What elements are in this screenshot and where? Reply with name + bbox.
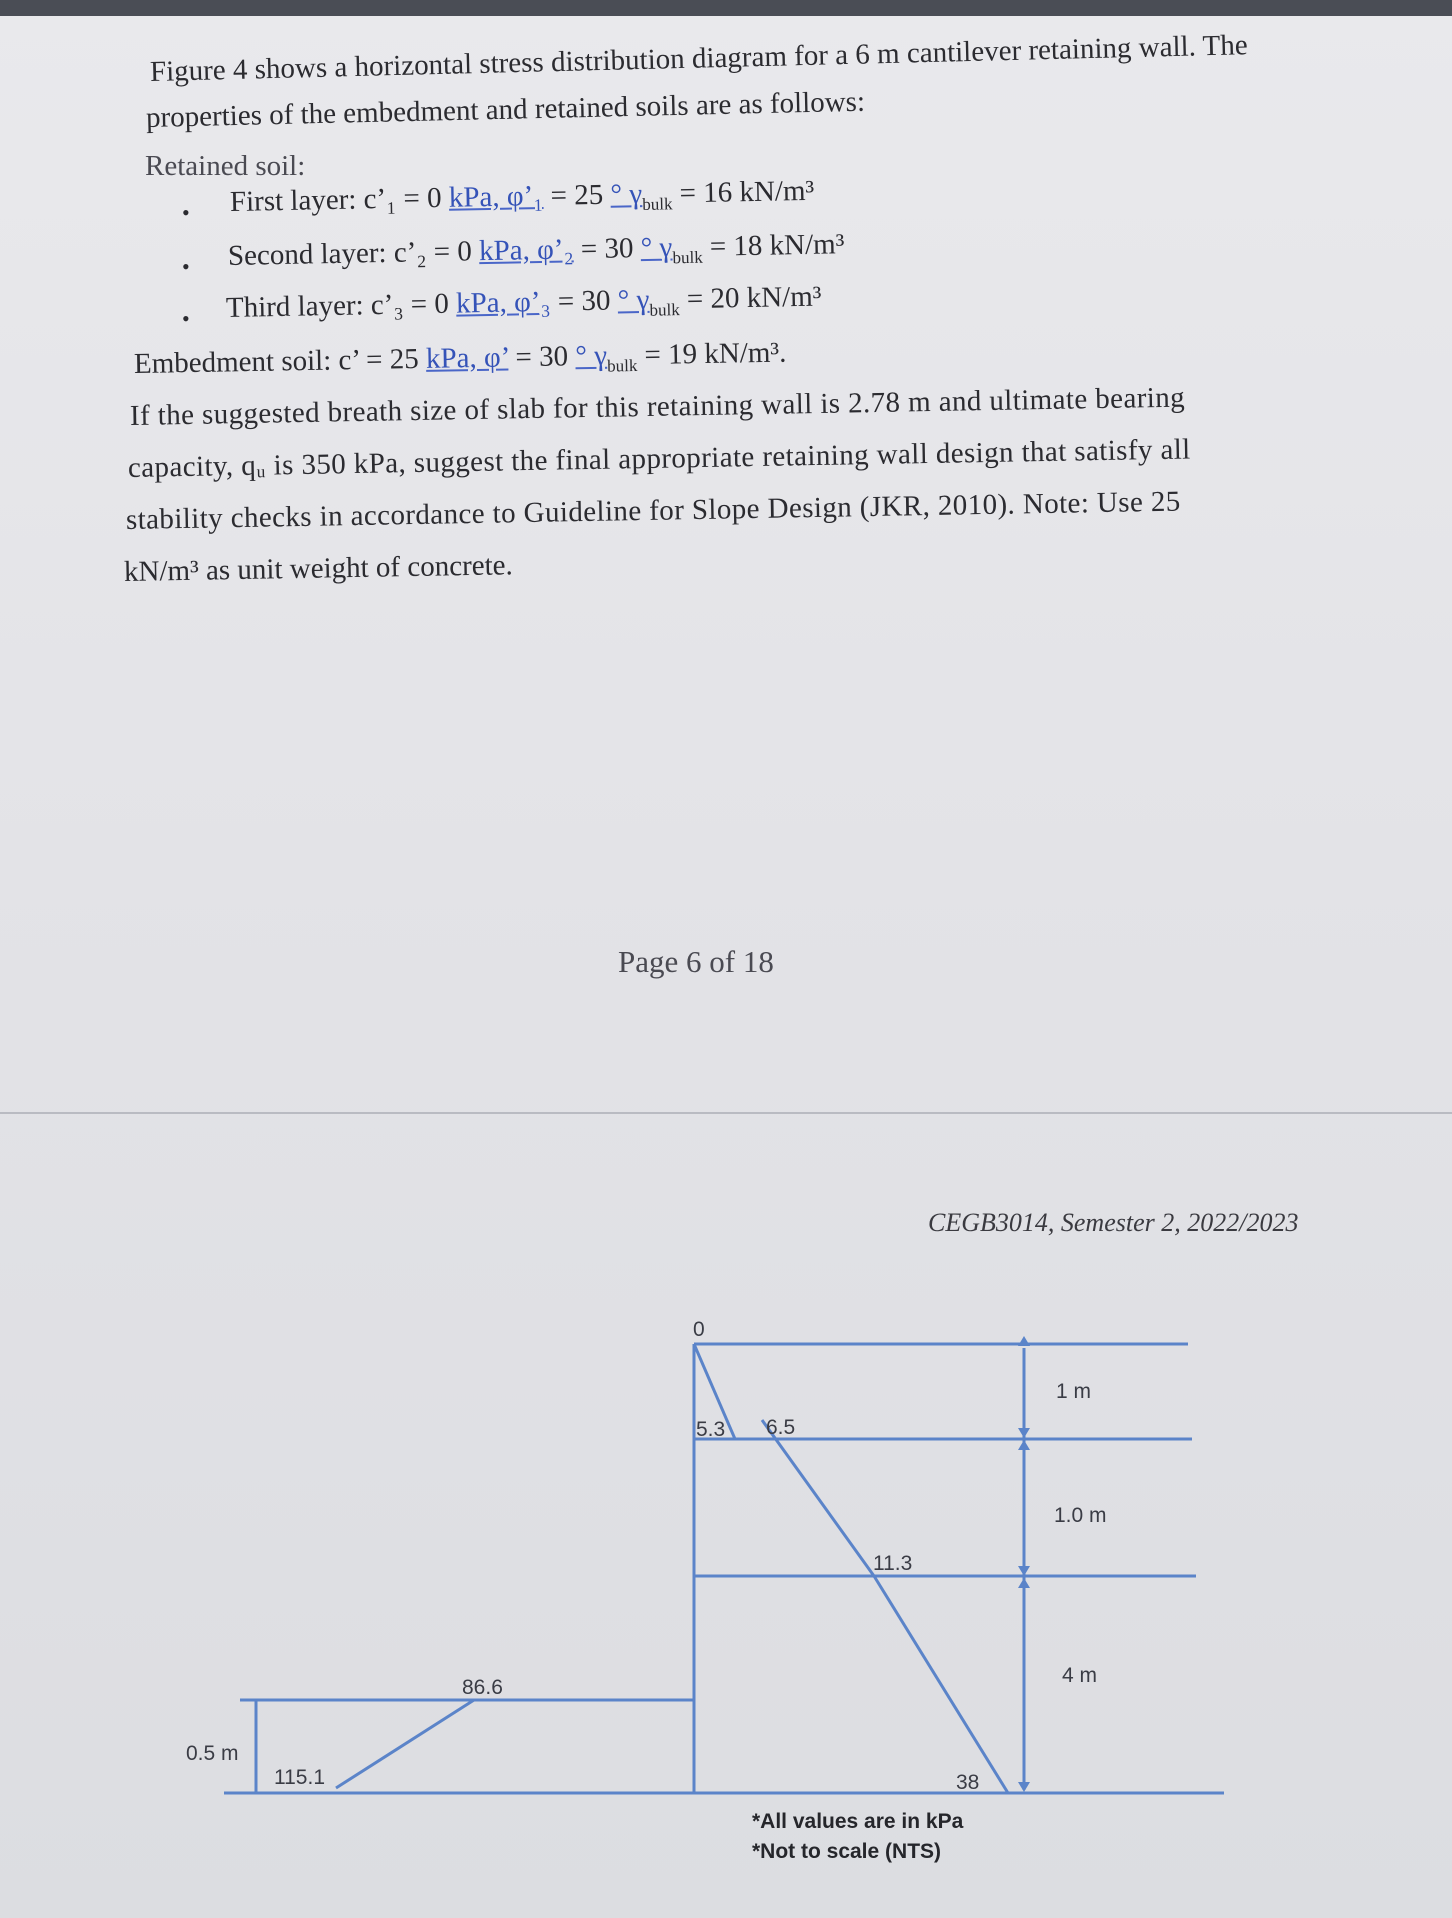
active-pressure-layer-2 <box>762 1420 874 1576</box>
active-pressure-layer-3 <box>874 1576 1008 1793</box>
arrow-head-icon <box>1018 1782 1030 1792</box>
arrow-head-icon <box>1018 1336 1030 1346</box>
arrow-head-icon <box>1018 1440 1030 1450</box>
layer-2-line: Second layer: c’₂ = 0 kPa, φ’₂ = 30 ° $\gamma_{bulk} = 18$ kN/m³ <box>227 228 845 272</box>
label-1m: 1 m <box>1056 1380 1092 1403</box>
page-number: Page 6 of 18 <box>618 944 774 979</box>
note-nts: *Not to scale (NTS) <box>752 1840 942 1863</box>
label-1-0m: 1.0 m <box>1054 1504 1107 1527</box>
layer-1-line: First layer: c’₁ = 0 kPa, φ’₁ = 25 ° $\gamma_{bulk} = 16$ kN/m³ <box>229 174 815 218</box>
bullet-dot: • <box>182 200 190 225</box>
retained-heading: Retained soil: <box>145 150 306 182</box>
label-4m: 4 m <box>1062 1664 1098 1687</box>
passive-pressure-line <box>336 1700 474 1788</box>
question-line-4: kN/m³ as unit weight of concrete. <box>123 549 514 588</box>
question-line-2: capacity, qᵤ is 350 kPa, suggest the final appropriate retaining wall design that satisfy all <box>127 433 1191 484</box>
question-line-1: If the suggested breath size of slab for this retaining wall is 2.78 m and ultimate bearing <box>129 381 1186 432</box>
arrow-head-icon <box>1018 1428 1030 1438</box>
question-line-3: stability checks in accordance to Guideline for Slope Design (JKR, 2010). Note: Use 25 <box>125 485 1181 536</box>
bullet-dot: • <box>182 306 190 331</box>
embedment-line: Embedment soil: c’ = 25 kPa, φ’ = 30 ° $\gamma_{bulk} = 19$ kN/m³. <box>133 336 787 380</box>
label-115-1: 115.1 <box>274 1766 325 1789</box>
bullet-dot: • <box>182 254 190 279</box>
label-86-6: 86.6 <box>462 1676 503 1699</box>
label-zero: 0 <box>693 1318 705 1341</box>
note-units: *All values are in kPa <box>752 1810 964 1833</box>
label-11-3: 11.3 <box>873 1552 913 1575</box>
intro-line-1: Figure 4 shows a horizontal stress distribution diagram for a 6 m cantilever retaining wall. The <box>149 29 1249 88</box>
arrow-head-icon <box>1018 1578 1030 1588</box>
label-6-5: 6.5 <box>766 1416 796 1439</box>
label-38: 38 <box>956 1771 980 1794</box>
label-0-5m: 0.5 m <box>186 1742 239 1765</box>
intro-line-2: properties of the embedment and retained soils are as follows: <box>145 85 866 134</box>
label-5-3: 5.3 <box>696 1418 726 1441</box>
course-header: CEGB3014, Semester 2, 2022/2023 <box>928 1208 1299 1237</box>
layer-3-line: Third layer: c’₃ = 0 kPa, φ’₃ = 30 ° $\gamma_{bulk} = 20$ kN/m³ <box>225 280 822 324</box>
